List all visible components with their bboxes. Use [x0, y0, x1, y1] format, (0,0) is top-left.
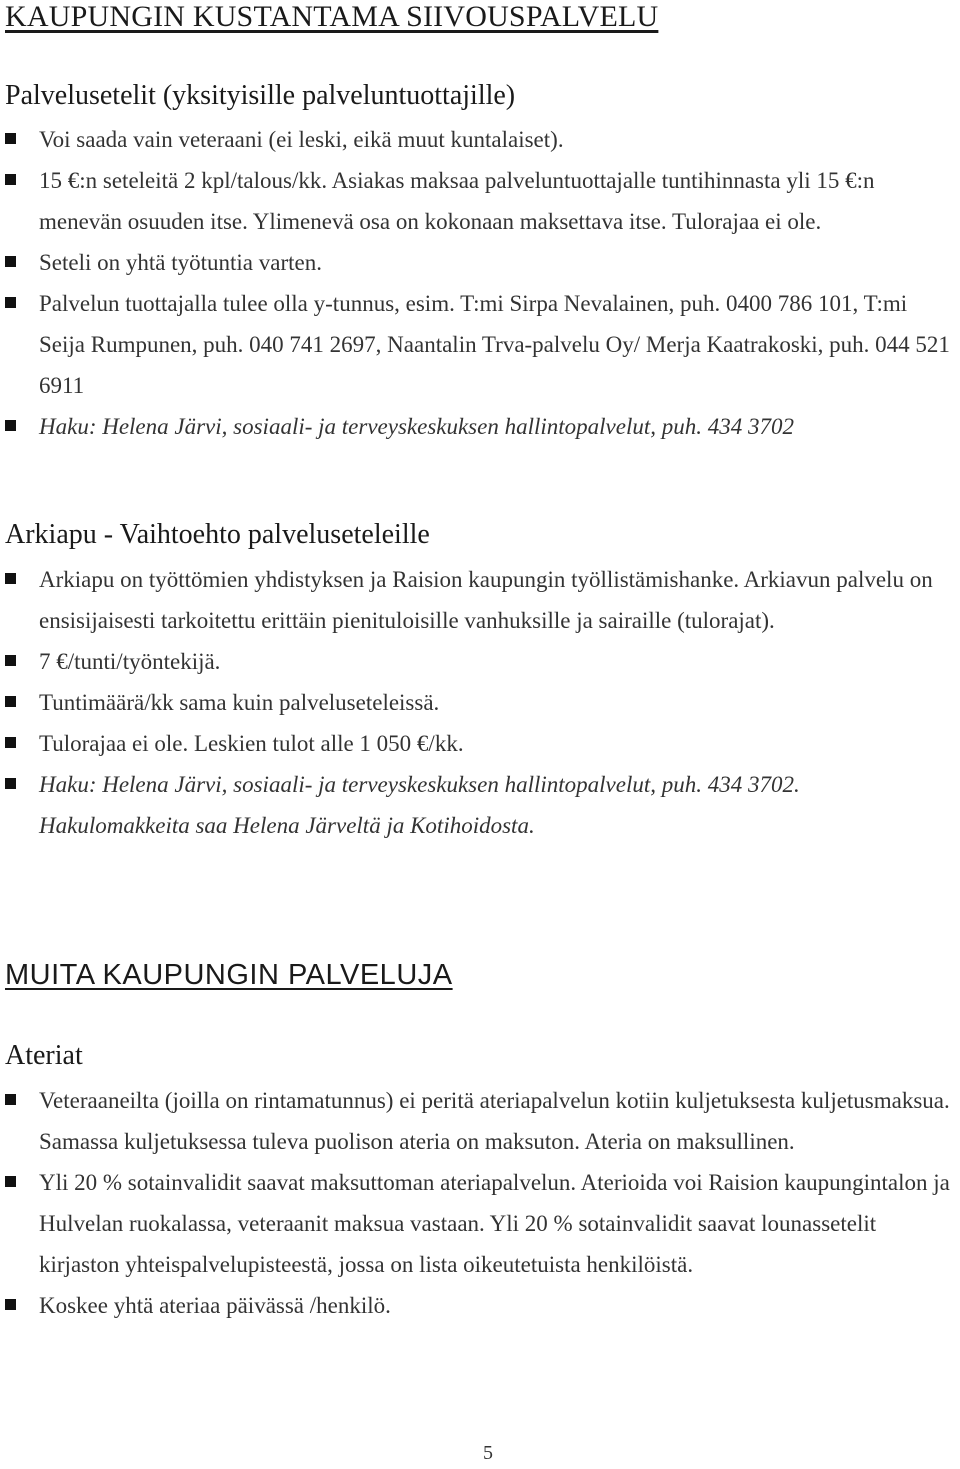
list-item	[5, 1162, 955, 1285]
square-bullet-icon	[5, 256, 16, 267]
square-bullet-icon	[5, 1094, 16, 1105]
ateriat-list	[5, 1080, 955, 1326]
page-number: 5	[483, 1442, 493, 1464]
section-heading-ateriat: Ateriat	[5, 1040, 83, 1071]
square-bullet-icon	[5, 573, 16, 584]
list-item	[5, 559, 955, 641]
square-bullet-icon	[5, 778, 16, 789]
list-item-text: 7 €/tunti/työntekijä.	[39, 649, 221, 674]
section-heading-arkiapu: Arkiapu - Vaihtoehto palveluseteleille	[5, 519, 430, 550]
list-item	[5, 682, 955, 723]
square-bullet-icon	[5, 297, 16, 308]
list-item-text: 15 €:n seteleitä 2 kpl/talous/kk. Asiakas maksaa palveluntuottajalle tuntihinnasta yli 15 €:n menevän osuuden itse. Ylimenevä osa on kokonaan maksettava itse. Tulorajaa ei ole.	[39, 168, 875, 234]
list-item	[5, 406, 955, 447]
list-item-text: Voi saada vain veteraani (ei leski, eikä muut kuntalaiset).	[39, 127, 564, 152]
page-title: KAUPUNGIN KUSTANTAMA SIIVOUSPALVELU	[5, 0, 659, 33]
list-item	[5, 283, 955, 406]
square-bullet-icon	[5, 1176, 16, 1187]
list-item-text: Haku: Helena Järvi, sosiaali- ja terveyskeskuksen hallintopalvelut, puh. 434 3702. Hakulomakkeita saa Helena Järveltä ja Kotihoidosta.	[39, 772, 800, 838]
muita-title: MUITA KAUPUNGIN PALVELUJA	[5, 959, 453, 991]
list-item	[5, 641, 955, 682]
list-item	[5, 242, 955, 283]
list-item	[5, 119, 955, 160]
list-item-text: Yli 20 % sotainvalidit saavat maksuttoman ateriapalvelun. Aterioida voi Raision kaupungintalon ja Hulvelan ruokalassa, veteraanit maksua vastaan. Yli 20 % sotainvalidit saavat lounassetelit kirjaston yhteispalvelupisteestä, jossa on lista oikeutetuista henkilöistä.	[39, 1170, 950, 1277]
list-item-text: Tulorajaa ei ole. Leskien tulot alle 1 050 €/kk.	[39, 731, 464, 756]
square-bullet-icon	[5, 737, 16, 748]
square-bullet-icon	[5, 174, 16, 185]
square-bullet-icon	[5, 655, 16, 666]
square-bullet-icon	[5, 420, 16, 431]
list-item	[5, 764, 955, 846]
list-item-text: Palvelun tuottajalla tulee olla y-tunnus, esim. T:mi Sirpa Nevalainen, puh. 0400 786 101, T:mi Seija Rumpunen, puh. 040 741 2697, Naantalin Trva-palvelu Oy/ Merja Kaatrakoski, puh. 044 521 6911	[39, 291, 950, 398]
list-item-text: Haku: Helena Järvi, sosiaali- ja terveyskeskuksen hallintopalvelut, puh. 434 3702	[39, 414, 794, 439]
list-item	[5, 1285, 955, 1326]
list-item-text: Veteraaneilta (joilla on rintamatunnus) ei peritä ateriapalvelun kotiin kuljetuksesta kuljetusmaksua. Samassa kuljetuksessa tuleva puolison ateria on maksuton. Ateria on maksullinen.	[39, 1088, 950, 1154]
list-item-text: Arkiapu on työttömien yhdistyksen ja Raision kaupungin työllistämishanke. Arkiavun palvelu on ensisijaisesti tarkoitettu erittäin pienituloisille vanhuksille ja sairaille (tulorajat).	[39, 567, 933, 633]
square-bullet-icon	[5, 696, 16, 707]
list-item	[5, 1080, 955, 1162]
square-bullet-icon	[5, 1299, 16, 1310]
section-heading-palvelusetelit: Palvelusetelit (yksityisille palveluntuottajille)	[5, 80, 516, 111]
arkiapu-list	[5, 559, 955, 846]
square-bullet-icon	[5, 133, 16, 144]
list-item	[5, 723, 955, 764]
list-item-text: Koskee yhtä ateriaa päivässä /henkilö.	[39, 1293, 391, 1318]
list-item-text: Tuntimäärä/kk sama kuin palveluseteleissä.	[39, 690, 440, 715]
list-item	[5, 160, 955, 242]
list-item-text: Seteli on yhtä työtuntia varten.	[39, 250, 322, 275]
palvelusetelit-list	[5, 119, 955, 447]
